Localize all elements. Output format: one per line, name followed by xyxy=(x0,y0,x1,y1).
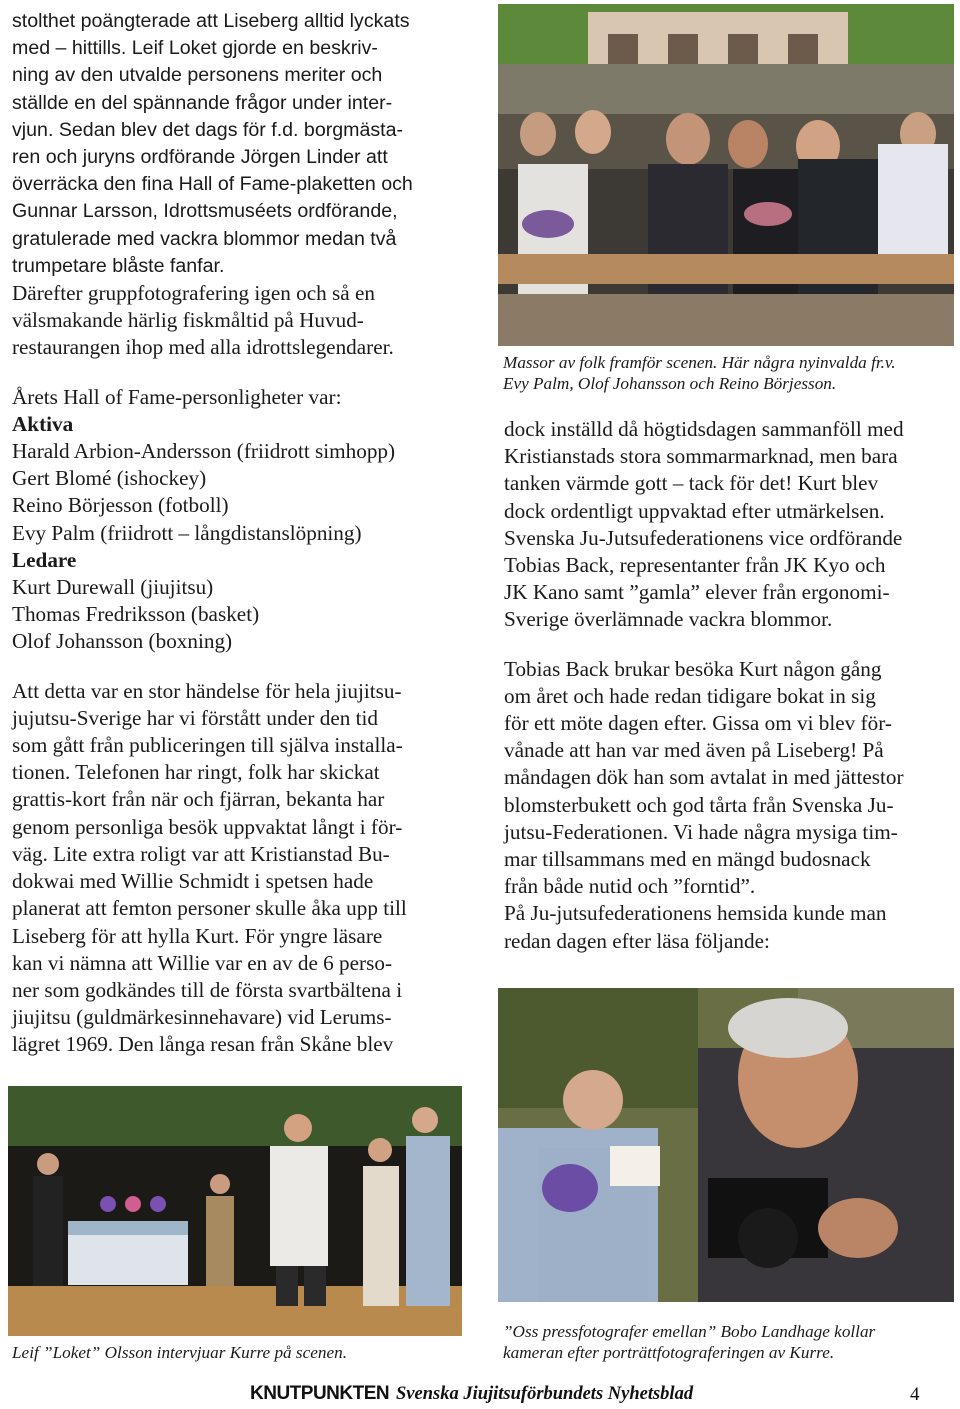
text-line: Svenska Ju-Jutsufederationens vice ordförande xyxy=(504,525,903,550)
text-line: Tobias Back, representanter från JK Kyo och xyxy=(504,553,886,578)
text-line: kan vi nämna att Willie var en av de 6 perso- xyxy=(12,950,392,975)
caption-line: Evy Palm, Olof Johansson och Reino Börjesson. xyxy=(503,374,837,393)
audience-caption xyxy=(503,352,896,394)
text-line: Kristianstads stora sommarmarknad, men bara xyxy=(504,444,898,469)
text-line: Sverige överlämnade vackra blommor. xyxy=(504,607,833,632)
caption-line: Massor av folk framför scenen. Här några nyinvalda fr.v. xyxy=(503,353,896,372)
list-item: Evy Palm (friidrott – långdistanslöpning) xyxy=(12,520,362,545)
intro-paragraph xyxy=(12,8,474,280)
text-line: restaurangen ihop med alla idrottslegendarer. xyxy=(12,335,394,360)
text-line: lägret 1969. Den långa resan från Skåne blev xyxy=(12,1032,394,1057)
list-item: Harald Arbion-Andersson (friidrott simhopp) xyxy=(12,439,396,464)
text-line: som gått från publiceringen till själva installa- xyxy=(12,733,403,758)
photographer-photo xyxy=(498,988,954,1302)
right-column xyxy=(504,416,954,955)
list-item: Kurt Durewall (jiujitsu) xyxy=(12,575,214,600)
text-line: gratulerade med vackra blommor medan två xyxy=(12,227,397,250)
text-line: välsmakande härlig fiskmåltid på Huvud- xyxy=(12,308,364,333)
text-line: ner som godkändes till de första svartbältena i xyxy=(12,977,403,1002)
photographer-caption xyxy=(503,1321,875,1363)
ledare-heading: Ledare xyxy=(12,547,77,572)
newsletter-brand: KNUTPUNKTEN xyxy=(250,1383,390,1404)
text-line: Att detta var en stor händelse för hela jiujitsu- xyxy=(12,678,402,703)
text-line: redan dagen efter läsa följande: xyxy=(504,928,770,953)
text-line: vjun. Sedan blev det dags för f.d. borgmästa- xyxy=(12,118,404,141)
text-line: Tobias Back brukar besöka Kurt någon gång xyxy=(504,656,882,681)
text-line: jujutsu-Sverige har vi förstått under den tid xyxy=(12,705,378,730)
text-line: vånade att han var med även på Liseberg! På xyxy=(504,738,884,763)
text-line: tionen. Telefonen har ringt, folk har skickat xyxy=(12,760,380,785)
newsletter-subtitle: Svenska Jiujitsuförbundets Nyhetsblad xyxy=(396,1384,694,1404)
event-paragraph xyxy=(12,678,474,1059)
tobias-paragraph xyxy=(504,656,954,955)
text-line: jutsu-Federationen. Vi hade några mysiga tim- xyxy=(504,819,898,844)
text-line: från både nutid och ”forntid”. xyxy=(504,874,756,899)
aktiva-heading: Aktiva xyxy=(12,411,74,436)
text-line: dokwai med Willie Schmidt i spetsen hade xyxy=(12,869,374,894)
list-item: Thomas Fredriksson (basket) xyxy=(12,602,260,627)
text-line: måndagen dök han som avtalat in med jättestor xyxy=(504,765,904,790)
text-line: tanken värmde gott – tack för det! Kurt blev xyxy=(504,471,879,496)
text-line: genom personliga besök uppvaktat långt i för- xyxy=(12,814,403,839)
text-line: Liseberg för att hylla Kurt. För yngre läsare xyxy=(12,923,383,948)
text-line: dock inställd då högtidsdagen sammanföll med xyxy=(504,417,904,441)
caption-line: kameran efter porträttfotograferingen av Kurre. xyxy=(503,1343,835,1362)
list-item: Reino Börjesson (fotboll) xyxy=(12,493,229,518)
dinner-paragraph xyxy=(12,280,474,362)
audience-photo xyxy=(498,4,954,346)
text-line: blomsterbukett och god tårta från Svenska Ju- xyxy=(504,792,894,817)
text-line: ren och juryns ordförande Jörgen Linder att xyxy=(12,146,388,169)
text-line: dock ordentligt uppvaktad efter utmärkelsen. xyxy=(504,498,885,523)
stage-caption: Leif ”Loket” Olsson intervjuar Kurre på scenen. xyxy=(12,1343,347,1362)
page-footer xyxy=(250,1383,950,1409)
text-line: ställde en del spännande frågor under inter- xyxy=(12,91,393,114)
text-line: trumpetare blåste fanfar. xyxy=(12,254,225,277)
flowers-paragraph xyxy=(504,416,954,634)
caption-line: ”Oss pressfotografer emellan” Bobo Landhage kollar xyxy=(503,1322,876,1341)
text-line: Därefter gruppfotografering igen och så en xyxy=(12,281,375,306)
text-line: om året och hade redan tidigare bokat in sig xyxy=(504,683,876,708)
text-line: ning av den utvalde personens meriter och xyxy=(12,64,383,87)
text-line: väg. Lite extra roligt var att Kristianstad Bu- xyxy=(12,841,390,866)
text-line: planerat att femton personer skulle åka upp till xyxy=(12,896,407,921)
text-line: för ett möte dagen efter. Gissa om vi blev för- xyxy=(504,711,892,736)
hall-of-fame-list xyxy=(12,384,474,656)
text-line: Gunnar Larsson, Idrottsmuséets ordförande, xyxy=(12,200,398,223)
list-item: Olof Johansson (boxning) xyxy=(12,629,233,654)
text-line: jiujitsu (guldmärkesinnehavare) vid Lerums- xyxy=(12,1005,392,1030)
text-line: grattis-kort från när och fjärran, bekanta har xyxy=(12,787,385,812)
text-line: På Ju-jutsufederationens hemsida kunde man xyxy=(504,901,887,926)
list-intro: Årets Hall of Fame-personligheter var: xyxy=(12,384,342,409)
left-column xyxy=(12,8,474,1059)
text-line: med – hittills. Leif Loket gjorde en beskriv- xyxy=(12,37,378,60)
text-line: stolthet poängterade att Liseberg alltid lyckats xyxy=(12,10,410,32)
text-line: mar tillsammans med en mängd budosnack xyxy=(504,847,871,872)
list-item: Gert Blomé (ishockey) xyxy=(12,466,207,491)
page-number: 4 xyxy=(910,1384,920,1405)
stage-photo xyxy=(8,1086,462,1336)
text-line: överräcka den fina Hall of Fame-plaketten och xyxy=(12,173,413,196)
text-line: JK Kano samt ”gamla” elever från ergonomi- xyxy=(504,580,890,605)
